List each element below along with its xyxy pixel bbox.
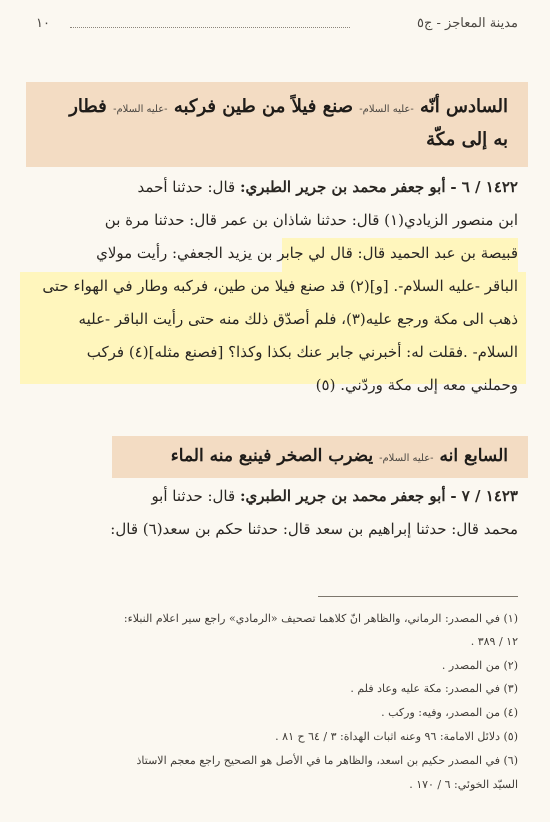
heading-part: يضرب الصخر فينبع منه الماء bbox=[170, 446, 374, 466]
heading-part: السابع انه bbox=[439, 446, 508, 466]
hadith-text: قال: حدثنا أحمد bbox=[137, 178, 236, 196]
honorific: -عليه السلام- bbox=[379, 453, 434, 464]
hadith-line bbox=[138, 178, 518, 196]
hadith-line: ذهب الى مكة ورجع عليه(٣)، فلم أصدّق ذلك منه حتى رأيت الباقر -عليه bbox=[78, 310, 518, 328]
running-header bbox=[36, 14, 518, 36]
heading-line-1 bbox=[69, 96, 508, 117]
footnote: (٤) من المصدر، وفيه: وركب . bbox=[381, 706, 518, 719]
page-number: ١٠ bbox=[36, 16, 50, 31]
hadith-line: ابن منصور الزيادي(١) قال: حدثنا شاذان بن عمر قال: حدثنا مرة بن bbox=[104, 211, 518, 229]
footnote: السيّد الخوئي: ٦ / ١٧٠ . bbox=[409, 778, 518, 791]
hadith-line: قبيصة بن عبد الحميد قال: قال لي جابر بن يزيد الجعفي: رأيت مولاي bbox=[96, 244, 518, 262]
hadith-line: محمد قال: حدثنا إبراهيم بن سعد قال: حدثنا حكم بن سعد(٦) قال: bbox=[110, 520, 518, 538]
footnote: (٣) في المصدر: مكة عليه وعاد فلم . bbox=[350, 682, 518, 695]
heading-line-1 bbox=[171, 446, 508, 466]
hadith-line: الباقر -عليه السلام-. [و](٢) قد صنع فيلا من طين، فركبه وطار في الهواء حتى bbox=[42, 277, 518, 295]
hadith-line: السلام- .فقلت له: أخبرني جابر عنك بكذا وكذا؟ [فصنع مثله](٤) فركب bbox=[86, 343, 518, 361]
header-dotted-leader bbox=[70, 27, 350, 28]
footnote: (٦) في المصدر حكيم بن اسعد، والظاهر ما في الأصل هو الصحيح راجع معجم الاستاذ bbox=[136, 754, 518, 767]
heading-line-2: به إلى مكّة bbox=[426, 129, 508, 150]
section-heading-sixth bbox=[26, 82, 528, 167]
footnote: (٥) دلائل الامامة: ٩٦ وعنه اثبات الهداة: ٣ / ٦٤ ح ٨١ . bbox=[275, 730, 518, 743]
heading-part: السادس أنّه bbox=[420, 96, 508, 117]
footnote: (٢) من المصدر . bbox=[441, 659, 518, 672]
section-heading-seventh bbox=[112, 436, 528, 478]
hadith-narrator: أبو جعفر محمد بن جرير الطبري: bbox=[239, 487, 446, 505]
heading-part: فطار bbox=[69, 96, 107, 117]
footnote: (١) في المصدر: الرماني، والظاهر انّ كلاهما تصحيف «الرمادي» راجع سير اعلام النبلاء: bbox=[123, 612, 518, 625]
honorific: -عليه السلام- bbox=[113, 104, 168, 115]
hadith-narrator: أبو جعفر محمد بن جرير الطبري: bbox=[239, 178, 446, 196]
heading-part: صنع فيلاً من طين فركبه bbox=[173, 96, 353, 117]
hadith-text: قال: حدثنا أبو bbox=[151, 487, 236, 505]
hadith-number: ١٤٢٢ / ٦ - bbox=[450, 178, 518, 196]
hadith-number: ١٤٢٣ / ٧ - bbox=[450, 487, 518, 505]
hadith-line bbox=[151, 487, 518, 505]
hadith-line: وحملني معه إلى مكة وردّني. (٥) bbox=[315, 376, 518, 394]
running-title: مدينة المعاجز - ج٥ bbox=[417, 16, 518, 31]
honorific: -عليه السلام- bbox=[359, 104, 414, 115]
footnote-rule bbox=[318, 596, 518, 597]
footnote: ١٢ / ٣٨٩ . bbox=[470, 635, 518, 648]
